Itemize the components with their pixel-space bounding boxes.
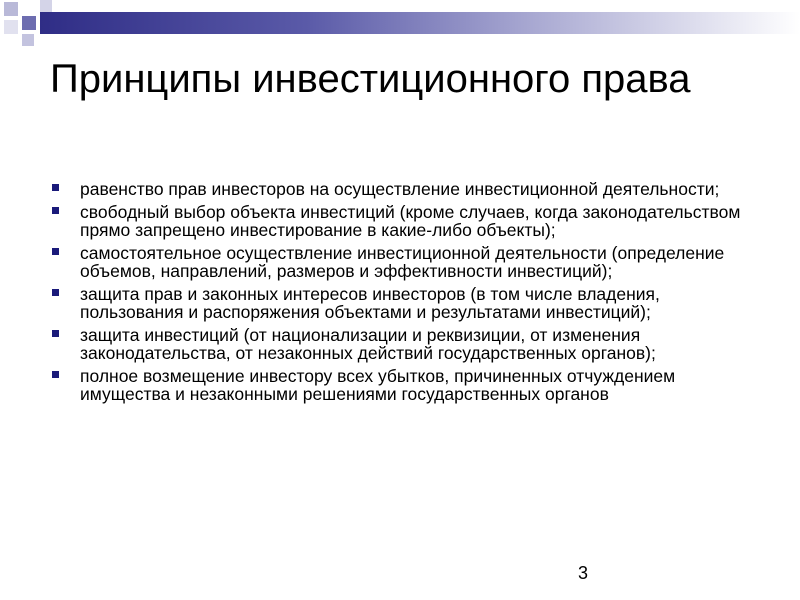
bullet-item	[50, 285, 750, 321]
bullet-text: защита прав и законных интересов инвесторов (в том числе владения, пользования и распоряжения объектами и результатами инвестиций);	[80, 284, 660, 322]
bullet-list	[50, 180, 750, 408]
bullet-text: самостоятельное осуществление инвестиционной деятельности (определение объемов, направлений, размеров и эффективности инвестиций);	[80, 243, 725, 281]
square-bullet-icon	[52, 248, 59, 255]
bullet-text: защита инвестиций (от национализации и реквизиции, от изменения законодательства, от незаконных действий государственных органов);	[80, 325, 656, 363]
decorative-square	[22, 16, 36, 30]
bullet-item	[50, 203, 750, 239]
square-bullet-icon	[52, 330, 59, 337]
bullet-text: свободный выбор объекта инвестиций (кроме случаев, когда законодательством прямо запрещено инвестирование в какие-либо объекты);	[80, 202, 741, 240]
bullet-item	[50, 180, 750, 198]
bullet-text: равенство прав инвесторов на осуществление инвестиционной деятельности;	[80, 179, 720, 199]
square-bullet-icon	[52, 207, 59, 214]
bullet-item	[50, 367, 750, 403]
square-bullet-icon	[52, 371, 59, 378]
decorative-square	[40, 0, 52, 12]
page-number: 3	[578, 563, 589, 583]
decorative-square	[4, 2, 18, 16]
bullet-item	[50, 326, 750, 362]
decorative-square	[4, 20, 18, 34]
bullet-text: полное возмещение инвестору всех убытков, причиненных отчуждением имущества и незаконными решениями государственных органов	[80, 366, 676, 404]
header-gradient-bar	[40, 12, 800, 34]
bullet-item	[50, 244, 750, 280]
decorative-square	[22, 34, 34, 46]
square-bullet-icon	[52, 289, 59, 296]
square-bullet-icon	[52, 184, 59, 191]
slide-title: Принципы инвестиционного права	[50, 57, 691, 101]
